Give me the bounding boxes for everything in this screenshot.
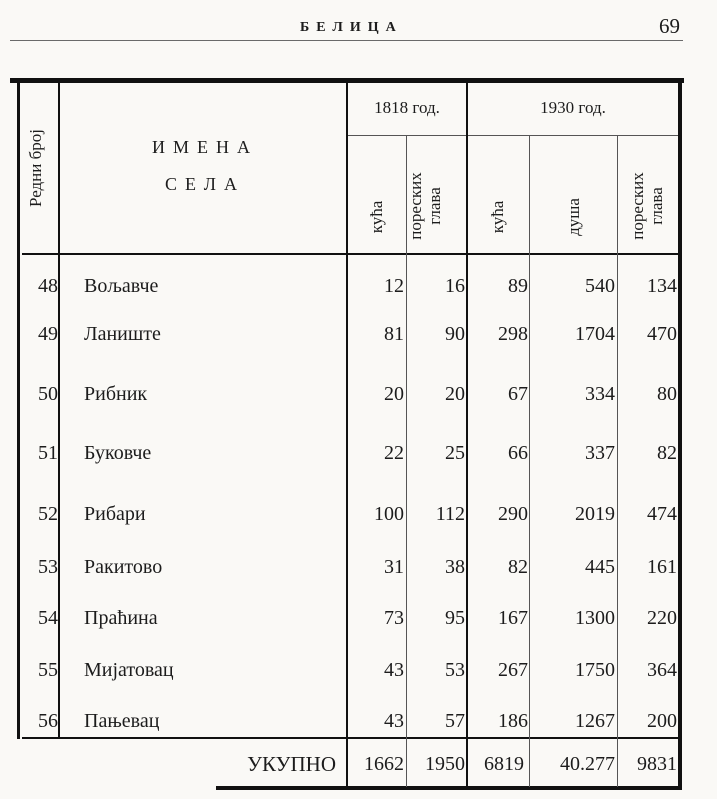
- souls-1930: 1267: [575, 710, 615, 732]
- left-border: [17, 83, 20, 739]
- houses-1818: 31: [384, 556, 404, 578]
- header-row-number: Редни број: [26, 128, 45, 208]
- souls-1930: 1750: [575, 659, 615, 681]
- houses-1930: 82: [508, 556, 528, 578]
- row-number: 56: [38, 710, 58, 732]
- souls-1930: 1704: [575, 323, 615, 345]
- houses-1818: 100: [374, 503, 404, 525]
- houses-1818: 20: [384, 383, 404, 405]
- running-title: БЕЛИЦА: [300, 20, 403, 35]
- header-houses-1818: кућа: [367, 200, 386, 234]
- total-taxpayers-1818: 1950: [425, 753, 465, 775]
- houses-1930: 267: [498, 659, 528, 681]
- taxpayers-1818: 95: [445, 607, 465, 629]
- total-souls-1930: 40.277: [560, 753, 615, 775]
- header-taxpayers-1818-text: пореских глава: [406, 172, 444, 240]
- souls-1930: 337: [585, 442, 615, 464]
- houses-1818: 43: [384, 710, 404, 732]
- body-bottom-rule: [22, 737, 680, 739]
- page-number: 69: [659, 14, 680, 38]
- taxpayers-1818: 90: [445, 323, 465, 345]
- taxpayers-1930: 470: [647, 323, 677, 345]
- houses-1930: 67: [508, 383, 528, 405]
- row-number: 48: [38, 275, 58, 297]
- total-houses-1818: 1662: [364, 753, 404, 775]
- table-bottom-border: [216, 786, 680, 790]
- row-number: 50: [38, 383, 58, 405]
- header-taxpayers-1930: [628, 166, 668, 246]
- taxpayers-1818: 112: [435, 503, 465, 525]
- village-name: Пањевац: [84, 710, 160, 732]
- header-taxpayers-1818: [406, 166, 446, 246]
- header-souls-1930: душа: [564, 198, 583, 236]
- village-name: Рибник: [84, 383, 148, 405]
- houses-1818: 43: [384, 659, 404, 681]
- group-header-rule: [348, 135, 680, 136]
- souls-1930: 1300: [575, 607, 615, 629]
- taxpayers-1818: 38: [445, 556, 465, 578]
- taxpayers-1930: 161: [647, 556, 677, 578]
- taxpayers-1818: 25: [445, 442, 465, 464]
- taxpayers-1930: 80: [657, 383, 677, 405]
- taxpayers-1930: 200: [647, 710, 677, 732]
- header-group-1818: 1818 год.: [374, 98, 440, 117]
- header-village-names-1: ИМЕНА: [152, 137, 258, 157]
- village-name: Рибари: [84, 503, 146, 525]
- taxpayers-1818: 16: [445, 275, 465, 297]
- houses-1818: 73: [384, 607, 404, 629]
- houses-1818: 22: [384, 442, 404, 464]
- row-number: 55: [38, 659, 58, 681]
- row-number: 51: [38, 442, 58, 464]
- taxpayers-1930: 364: [647, 659, 677, 681]
- rownum-divider: [58, 83, 60, 739]
- row-number: 49: [38, 323, 58, 345]
- taxpayers-1930: 134: [647, 275, 677, 297]
- taxpayers-1818: 53: [445, 659, 465, 681]
- header-taxpayers-1930-text: пореских глава: [628, 172, 666, 240]
- total-label: УКУПНО: [247, 752, 336, 776]
- taxpayers-1818: 20: [445, 383, 465, 405]
- row-number: 53: [38, 556, 58, 578]
- souls-1930: 540: [585, 275, 615, 297]
- village-name: Ракитово: [84, 556, 163, 578]
- houses-1930: 186: [498, 710, 528, 732]
- header-houses-1930: кућа: [488, 200, 507, 234]
- taxpayers-1930: 474: [647, 503, 677, 525]
- houses-1818: 81: [384, 323, 404, 345]
- village-name: Мијатовац: [84, 659, 174, 681]
- souls-1930: 445: [585, 556, 615, 578]
- houses-1930: 66: [508, 442, 528, 464]
- houses-1930: 89: [508, 275, 528, 297]
- header-village-names-2: СЕЛА: [165, 174, 245, 194]
- head-rule: [10, 40, 683, 41]
- houses-1930: 290: [498, 503, 528, 525]
- souls-1930: 334: [585, 383, 615, 405]
- taxpayers-1930: 220: [647, 607, 677, 629]
- village-name: Буковче: [84, 442, 152, 464]
- village-name: Ланиште: [84, 323, 161, 345]
- right-border: [678, 83, 682, 790]
- row-number: 52: [38, 503, 58, 525]
- taxpayers-1818: 57: [445, 710, 465, 732]
- row-number: 54: [38, 607, 58, 629]
- total-houses-1930: 6819: [484, 753, 524, 775]
- taxpayers-1930: 82: [657, 442, 677, 464]
- total-taxpayers-1930: 9831: [637, 753, 677, 775]
- houses-1818: 12: [384, 275, 404, 297]
- houses-1930: 298: [498, 323, 528, 345]
- village-name: Вољавче: [84, 275, 159, 297]
- village-name: Праћина: [84, 607, 158, 629]
- houses-1930: 167: [498, 607, 528, 629]
- header-group-1930: 1930 год.: [540, 98, 606, 117]
- souls-1930: 2019: [575, 503, 615, 525]
